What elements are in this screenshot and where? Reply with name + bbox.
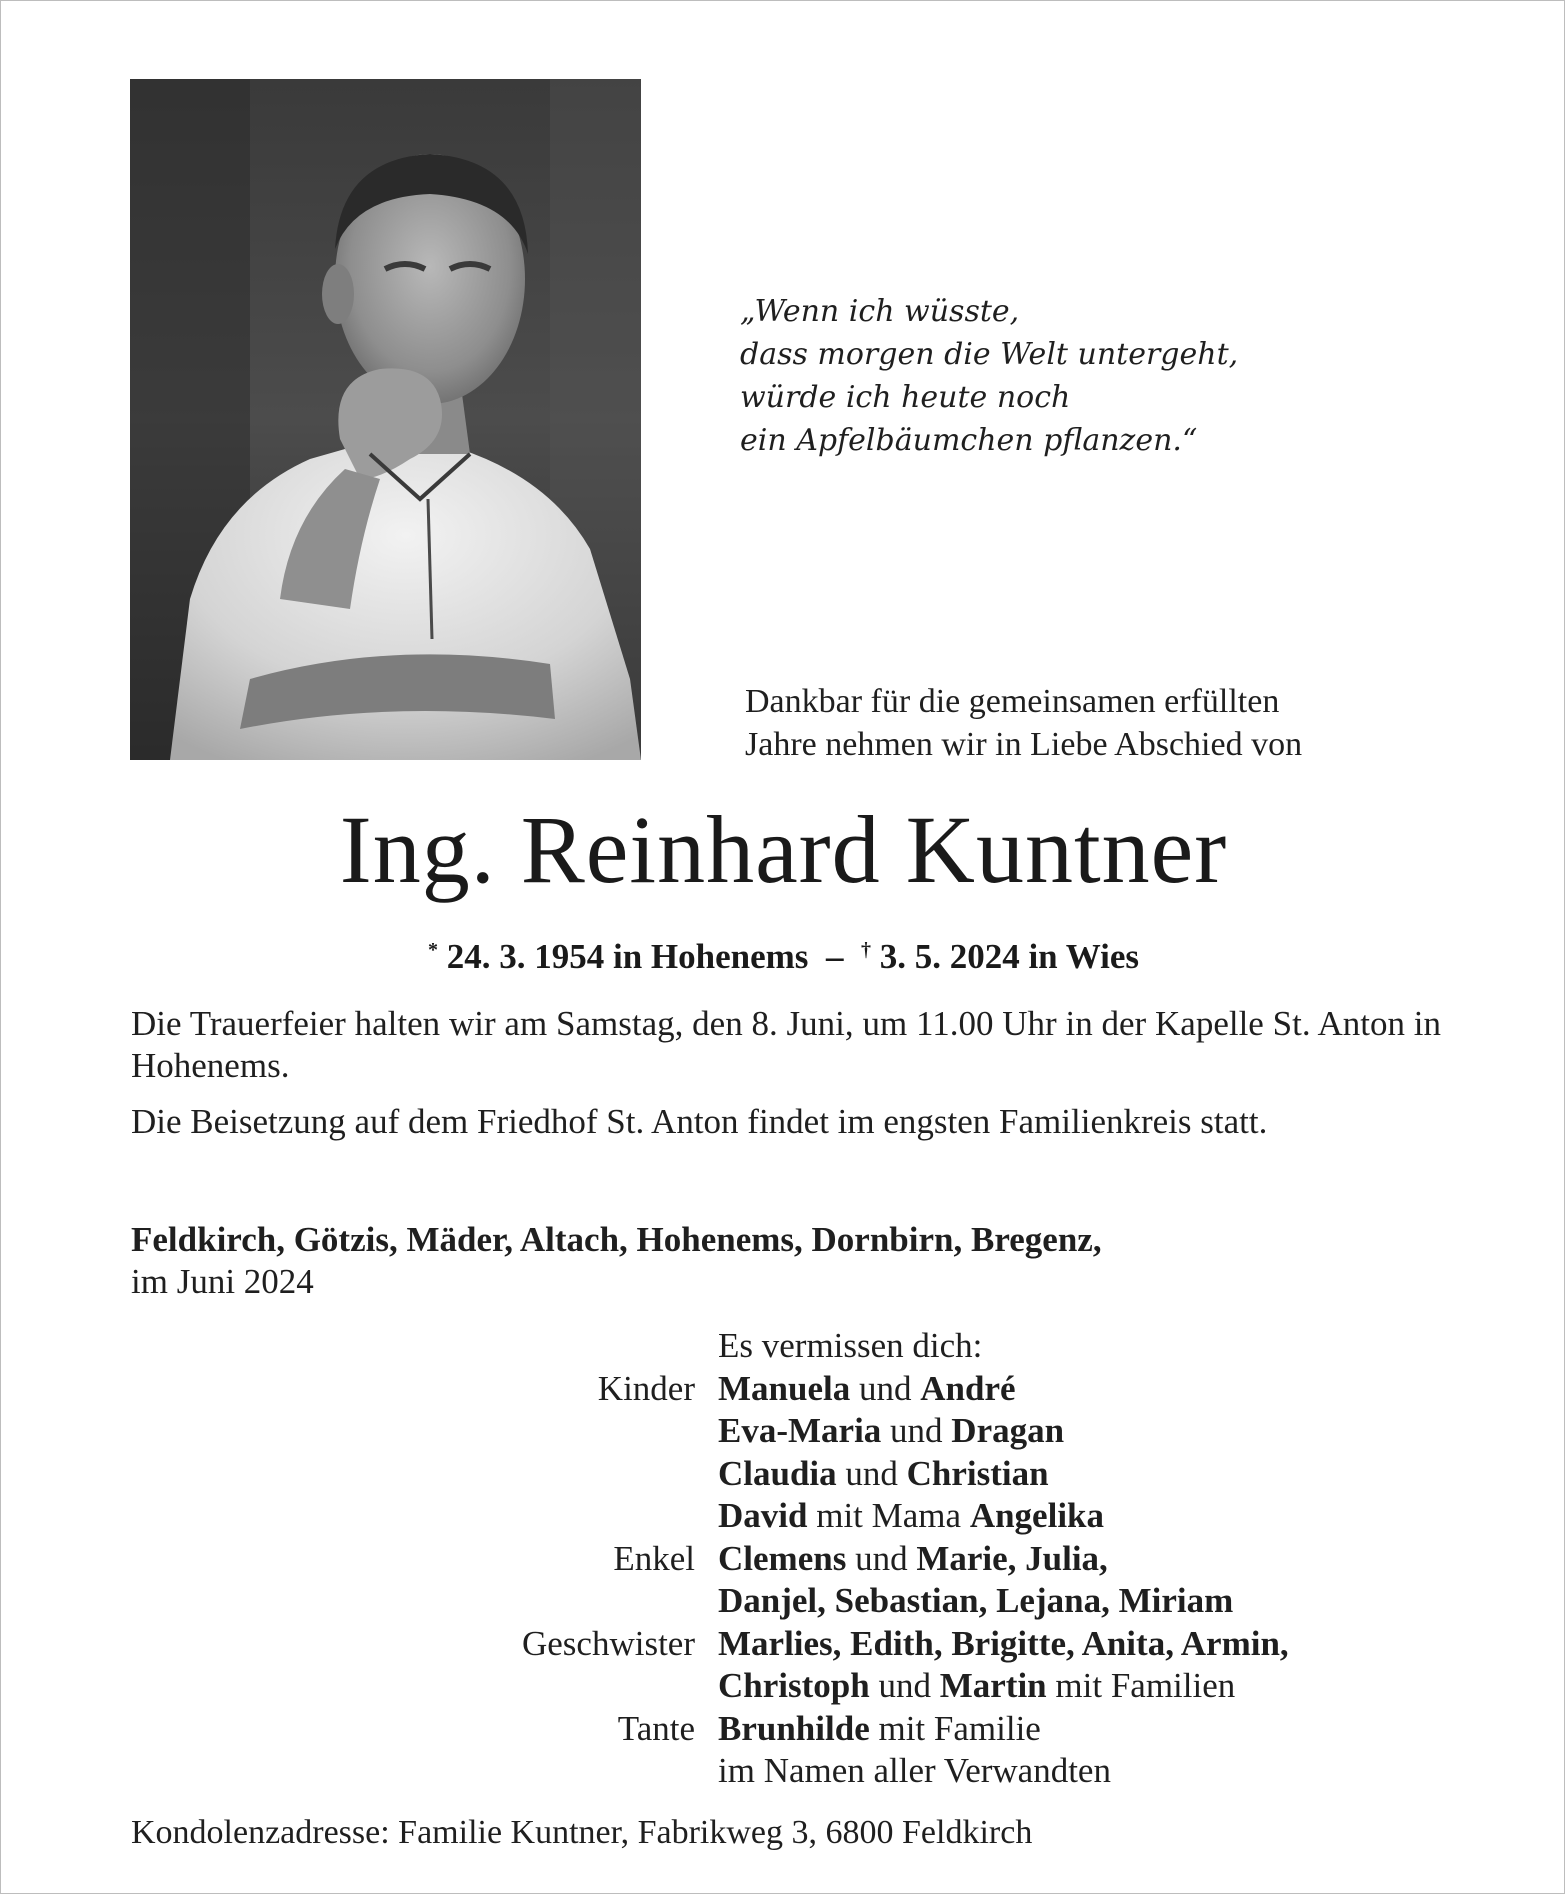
mourner-name: Clemens <box>718 1538 847 1578</box>
mourner-name: David <box>718 1496 808 1535</box>
quote-line: „Wenn ich wüsste, <box>740 294 1020 329</box>
birth-symbol: * <box>427 939 438 961</box>
mourner-row <box>0 1410 1567 1453</box>
relation-label: Tante <box>617 1708 695 1748</box>
mourner-names <box>718 1580 1233 1623</box>
mourner-name: Christian <box>906 1453 1049 1493</box>
intro-line: Jahre nehmen wir in Liebe Abschied von <box>745 726 1303 763</box>
mourner-name: Manuela <box>718 1368 851 1408</box>
mourner-names <box>718 1538 1108 1581</box>
mourner-row <box>0 1750 1567 1793</box>
mourners-heading-row <box>0 1325 1567 1368</box>
mourner-names <box>718 1750 1111 1793</box>
connector-text: mit Familie <box>869 1708 1041 1748</box>
mourner-name: Danjel, Sebastian, Lejana, Miriam <box>718 1581 1234 1620</box>
mourner-name: Dragan <box>951 1411 1065 1450</box>
quote-line: dass morgen die Welt untergeht, <box>740 337 1239 372</box>
mourner-row <box>0 1495 1567 1538</box>
relation-label: Kinder <box>597 1368 695 1408</box>
connector-text: im Namen aller Verwandten <box>718 1751 1111 1790</box>
mourners-heading: Es vermissen dich: <box>718 1326 983 1365</box>
burial-notice: Die Beisetzung auf dem Friedhof St. Anton findet im engsten Familienkreis statt. <box>131 1102 1268 1141</box>
relation-label: Enkel <box>613 1538 695 1578</box>
mourner-name: Marlies, Edith, Brigitte, Anita, Armin, <box>718 1623 1289 1663</box>
birth-date: 24. 3. 1954 in Hohenems <box>446 937 809 976</box>
connector-text: und <box>850 1368 921 1408</box>
farewell-intro <box>745 680 1445 766</box>
mourner-row <box>0 1580 1567 1623</box>
mourner-row <box>0 1708 1567 1751</box>
quote <box>740 290 1340 462</box>
mourners-list <box>0 1325 1567 1793</box>
mourner-row <box>0 1623 1567 1666</box>
funeral-notice: Die Trauerfeier halten wir am Samstag, den 8. Juni, um 11.00 Uhr in der Kapelle St. Anton in Hohenems. <box>131 1004 1441 1085</box>
places-list: Feldkirch, Götzis, Mäder, Altach, Hohenems, Dornbirn, Bregenz, <box>131 1220 1102 1259</box>
mourner-name: Claudia <box>718 1453 837 1493</box>
connector-text: und <box>836 1453 907 1493</box>
quote-line: würde ich heute noch <box>740 380 1071 415</box>
mourner-names <box>718 1623 1289 1666</box>
connector-text: mit Familien <box>1046 1666 1236 1705</box>
places-block <box>131 1219 1451 1303</box>
mourner-row <box>0 1538 1567 1581</box>
mourner-name: Martin <box>939 1666 1047 1705</box>
death-symbol: † <box>860 939 871 961</box>
mourner-names <box>718 1495 1104 1538</box>
intro-line: Dankbar für die gemeinsamen erfüllten <box>745 683 1280 720</box>
mourner-names <box>718 1368 1016 1411</box>
death-date: 3. 5. 2024 in Wies <box>879 937 1139 976</box>
deceased-name: Ing. Reinhard Kuntner <box>339 796 1228 903</box>
mourner-names <box>718 1453 1049 1496</box>
date-separator: – <box>825 937 844 976</box>
mourner-row <box>0 1368 1567 1411</box>
mourner-name: André <box>920 1368 1016 1408</box>
mourner-row <box>0 1665 1567 1708</box>
portrait-photo-image <box>130 79 641 760</box>
connector-text: und <box>846 1538 917 1578</box>
mourner-names <box>718 1665 1235 1708</box>
relation-label: Geschwister <box>521 1623 695 1663</box>
mourner-name: Christoph <box>718 1666 870 1705</box>
connector-text: und <box>869 1666 940 1705</box>
quote-line: ein Apfelbäumchen pflanzen.“ <box>740 423 1198 458</box>
mourner-name: Brunhilde <box>718 1708 870 1748</box>
mourner-row <box>0 1453 1567 1496</box>
life-dates <box>0 928 1567 979</box>
mourner-names <box>718 1410 1064 1453</box>
condolence-address: Kondolenzadresse: Familie Kuntner, Fabrikweg 3, 6800 Feldkirch <box>131 1814 1033 1851</box>
connector-text: und <box>881 1411 952 1450</box>
mourner-name: Marie, Julia, <box>916 1538 1108 1578</box>
portrait-photo <box>130 79 641 760</box>
notice-date: im Juni 2024 <box>131 1262 314 1301</box>
mourner-names <box>718 1708 1041 1751</box>
connector-text: mit Mama <box>807 1496 970 1535</box>
mourner-name: Angelika <box>969 1496 1105 1535</box>
mourner-name: Eva-Maria <box>718 1411 882 1450</box>
